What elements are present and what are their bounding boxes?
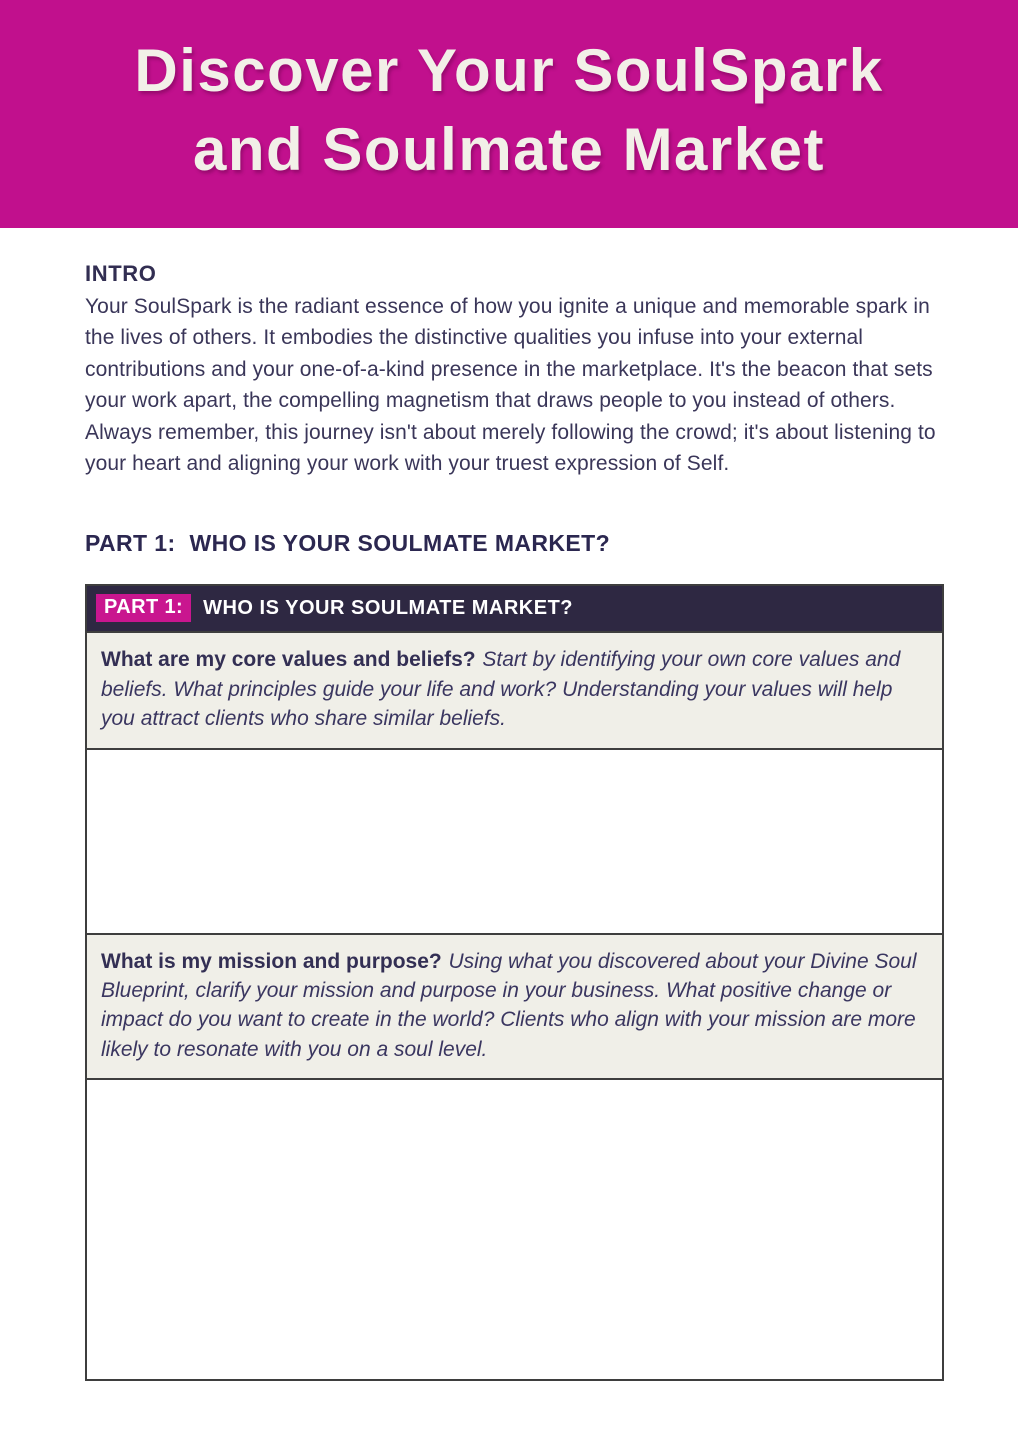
heading-spacer [176,530,190,557]
worksheet-header-title: WHO IS YOUR SOULMATE MARKET? [203,596,574,619]
page-title-line-1: Discover Your SoulSpark [134,37,884,104]
part1-section-label: PART 1: [85,530,176,557]
question-1-detail: Start by identifying your own core values and beliefs. What principles guide your life and work? Understanding your values will help you attract clients who share similar beliefs. [101,648,901,731]
worksheet-header-row [87,586,942,631]
question-row-1 [87,631,942,747]
question-2-detail: Using what you discovered about your Divine Soul Blueprint, clarify your mission and purpose in your business. What positive change or impact do you want to create in the world? Clients who align with your mission are more likely to resonate with you on a soul level. [101,949,917,1061]
page-title-line-2: and Soulmate Market [193,116,825,183]
question-row-2 [87,933,942,1079]
intro-heading: INTRO [85,261,157,286]
answer-box-2[interactable] [87,1078,942,1379]
part1-section-title: WHO IS YOUR SOULMATE MARKET? [189,530,611,557]
intro-paragraph: Your SoulSpark is the radiant essence of how you ignite a unique and memorable spark in the lives of others. It embodies the distinctive qualities you infuse into your external contributions and your one-of-a-kind presence in the marketplace. It's the beacon that sets your work apart, the compelling magnetism that draws people to you instead of others. Always remember, this journey isn't about merely following the crowd; it's about listening to your heart and aligning your work with your truest expression of Self. [85,295,936,476]
question-1-prompt: What are my core values and beliefs? [101,648,476,672]
page-content [0,261,1018,1381]
part-number-tag: PART 1: [96,594,191,622]
worksheet-table [85,584,944,1381]
question-2-prompt: What is my mission and purpose? [101,949,442,973]
answer-box-1[interactable] [87,748,942,933]
title-banner [0,0,1018,228]
part1-section-heading [85,530,944,557]
